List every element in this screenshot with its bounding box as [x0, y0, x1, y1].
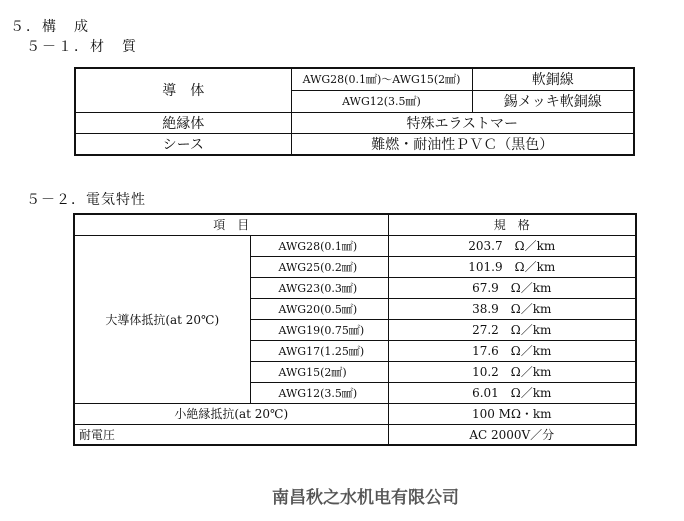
materials-table	[74, 67, 635, 156]
withstand-voltage-label: 耐電圧	[74, 424, 388, 445]
insulation-label: 絶縁体	[75, 112, 291, 133]
header-spec: 規 格	[388, 214, 636, 235]
conductor-material-cell: 錫メッキ軟銅線	[472, 90, 634, 112]
resistance-value: 203.7 Ω／km	[388, 235, 636, 256]
resistance-value: 101.9 Ω／km	[388, 256, 636, 277]
resistance-value: 27.2 Ω／km	[388, 319, 636, 340]
resistance-value: 6.01 Ω／km	[388, 382, 636, 403]
resistance-value: 38.9 Ω／km	[388, 298, 636, 319]
electrical-table	[73, 213, 637, 446]
awg-cell: AWG23(0.3㎟)	[250, 277, 388, 298]
awg-cell: AWG12(3.5㎟)	[250, 382, 388, 403]
sheath-value: 難燃・耐油性ＰＶＣ（黒色）	[291, 133, 634, 155]
awg-cell: AWG19(0.75㎟)	[250, 319, 388, 340]
watermark: 南昌秋之水机电有限公司	[272, 488, 459, 508]
insulation-value: 特殊エラストマー	[291, 112, 634, 133]
header-item: 項 目	[74, 214, 388, 235]
awg-cell: AWG28(0.1㎟)	[250, 235, 388, 256]
conductor-size-cell: AWG28(0.1㎟)～AWG15(2㎟)	[291, 68, 472, 90]
electrical-heading: ５－２．電気特性	[26, 192, 146, 208]
insulation-resistance-value: 100 MΩ・km	[388, 403, 636, 424]
materials-heading: ５－１．材 質	[26, 39, 138, 55]
conductor-material-cell: 軟銅線	[472, 68, 634, 90]
resistance-value: 17.6 Ω／km	[388, 340, 636, 361]
resistance-value: 67.9 Ω／km	[388, 277, 636, 298]
conductor-label: 導 体	[75, 68, 291, 112]
awg-cell: AWG20(0.5㎟)	[250, 298, 388, 319]
section-heading: ５．構 成	[10, 19, 90, 35]
awg-cell: AWG25(0.2㎟)	[250, 256, 388, 277]
sheath-label: シース	[75, 133, 291, 155]
resistance-value: 10.2 Ω／km	[388, 361, 636, 382]
awg-cell: AWG15(2㎟)	[250, 361, 388, 382]
awg-cell: AWG17(1.25㎟)	[250, 340, 388, 361]
withstand-voltage-value: AC 2000V／分	[388, 424, 636, 445]
insulation-resistance-label: 小絶縁抵抗(at 20℃)	[74, 403, 388, 424]
resistance-label: 大導体抵抗(at 20℃)	[74, 235, 250, 403]
conductor-size-cell: AWG12(3.5㎟)	[291, 90, 472, 112]
